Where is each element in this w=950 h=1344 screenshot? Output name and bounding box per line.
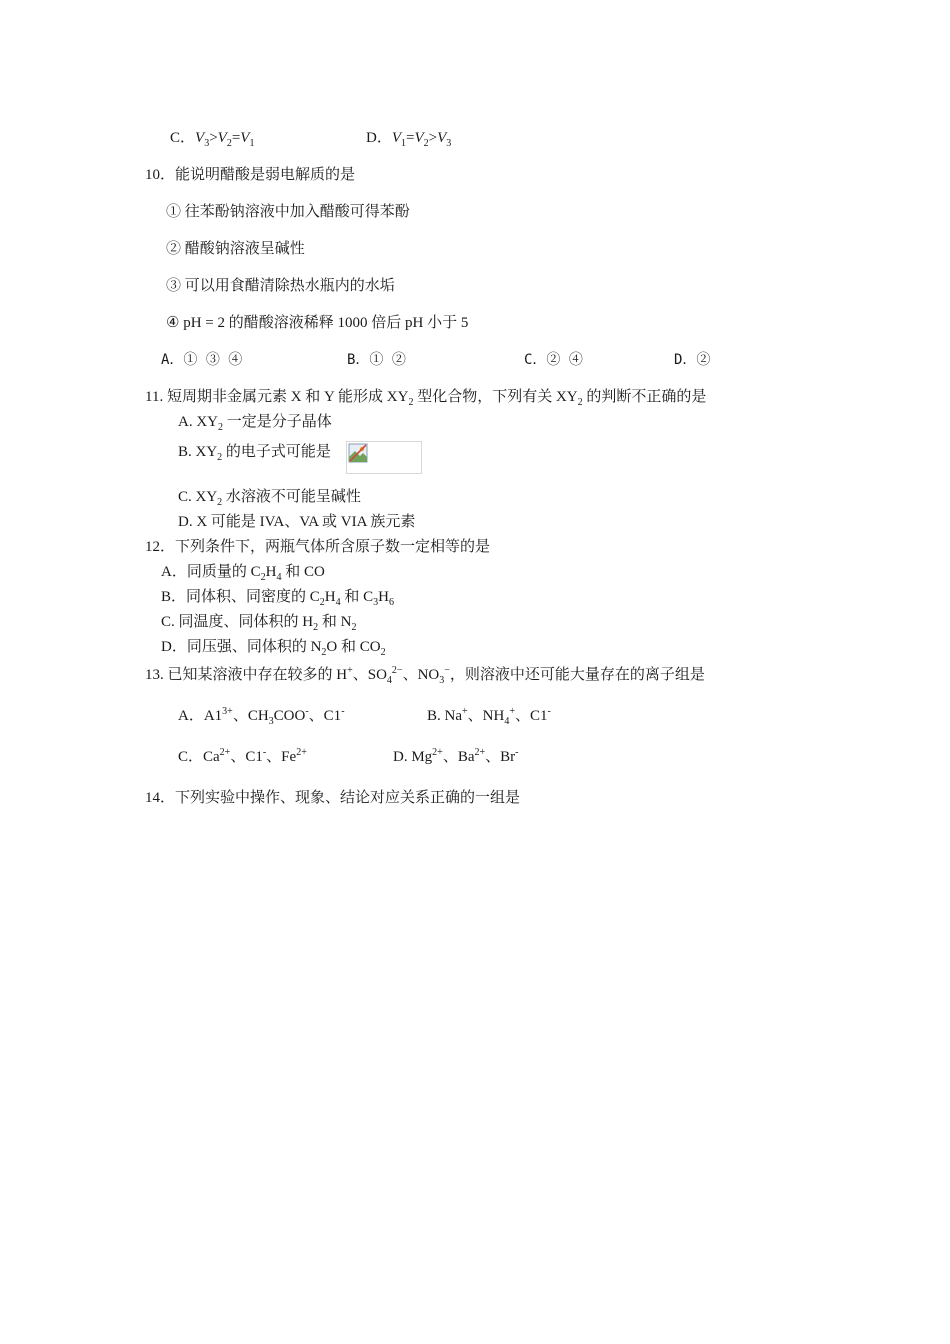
q11-option-b: B. $XY_2$ 的电子式可能是	[178, 444, 331, 463]
q12-stem: 12．下列条件下，两瓶气体所含原子数一定相等的是	[145, 539, 491, 555]
q10-item-1: ① 往苯酚钠溶液中加入醋酸可得苯酚	[166, 204, 410, 220]
q11-stem: 11. 短周期非金属元素 X 和 Y 能形成 $XY_2$ 型化合物，下列有关 $XY_2$ 的判断不正确的是	[145, 389, 707, 408]
q10-option-b: B．① ②	[347, 352, 406, 368]
q12-option-c: C. 同温度、同体积的 $H_2$ 和 $N_2$	[161, 614, 357, 633]
q10-item-2: ② 醋酸钠溶液呈碱性	[166, 241, 305, 257]
q10-stem: 10．能说明醋酸是弱电解质的是	[145, 167, 356, 183]
q9-option-c: C．$V_3>V_2=V_1$	[170, 130, 255, 149]
q9-option-d: D．$V_1=V_2>V_3$	[366, 130, 452, 149]
q11-option-c: C. $XY_2$ 水溶液不可能呈碱性	[178, 489, 361, 508]
q12-option-b: B．同体积、同密度的 $C_2H_4$ 和 $C_3H_6$	[161, 589, 394, 608]
q13-option-c: C．$Ca^{2+}$、C1-、$Fe^{2+}$	[178, 747, 307, 765]
q10-item-4: ④ pH = 2 的醋酸溶液稀释 1000 倍后 pH 小于 5	[166, 315, 469, 331]
q14-stem: 14．下列实验中操作、现象、结论对应关系正确的一组是	[145, 790, 521, 806]
q13-stem: 13. 已知某溶液中存在较多的 H+、$SO_4^{2-}$、$NO_3^-$，则溶液中还可能大量存在的离子组是	[145, 665, 705, 686]
q13-option-d: D. $Mg^{2+}$、$Ba^{2+}$、Br-	[393, 747, 519, 765]
q10-option-a: A．① ③ ④	[161, 352, 243, 368]
q10-option-d: D．②	[674, 352, 711, 368]
electron-formula-image-placeholder	[346, 441, 422, 474]
q13-option-a: A．$A1^{3+}$、$CH_3COO^-$、C1-	[178, 706, 345, 727]
q11-option-a: A. $XY_2$ 一定是分子晶体	[178, 414, 332, 433]
q12-option-d: D．同压强、同体积的 $N_2O$ 和 $CO_2$	[161, 639, 386, 658]
q12-option-a: A．同质量的 $C_2H_4$ 和 CO	[161, 564, 325, 583]
q10-option-c: C．② ④	[524, 352, 583, 368]
broken-image-icon	[348, 443, 368, 463]
q10-item-3: ③ 可以用食醋清除热水瓶内的水垢	[166, 278, 395, 294]
q11-option-d: D. X 可能是 IVA、VA 或 VIA 族元素	[178, 514, 416, 530]
q13-option-b: B. Na+、$NH_4^+$、C1-	[427, 706, 551, 727]
